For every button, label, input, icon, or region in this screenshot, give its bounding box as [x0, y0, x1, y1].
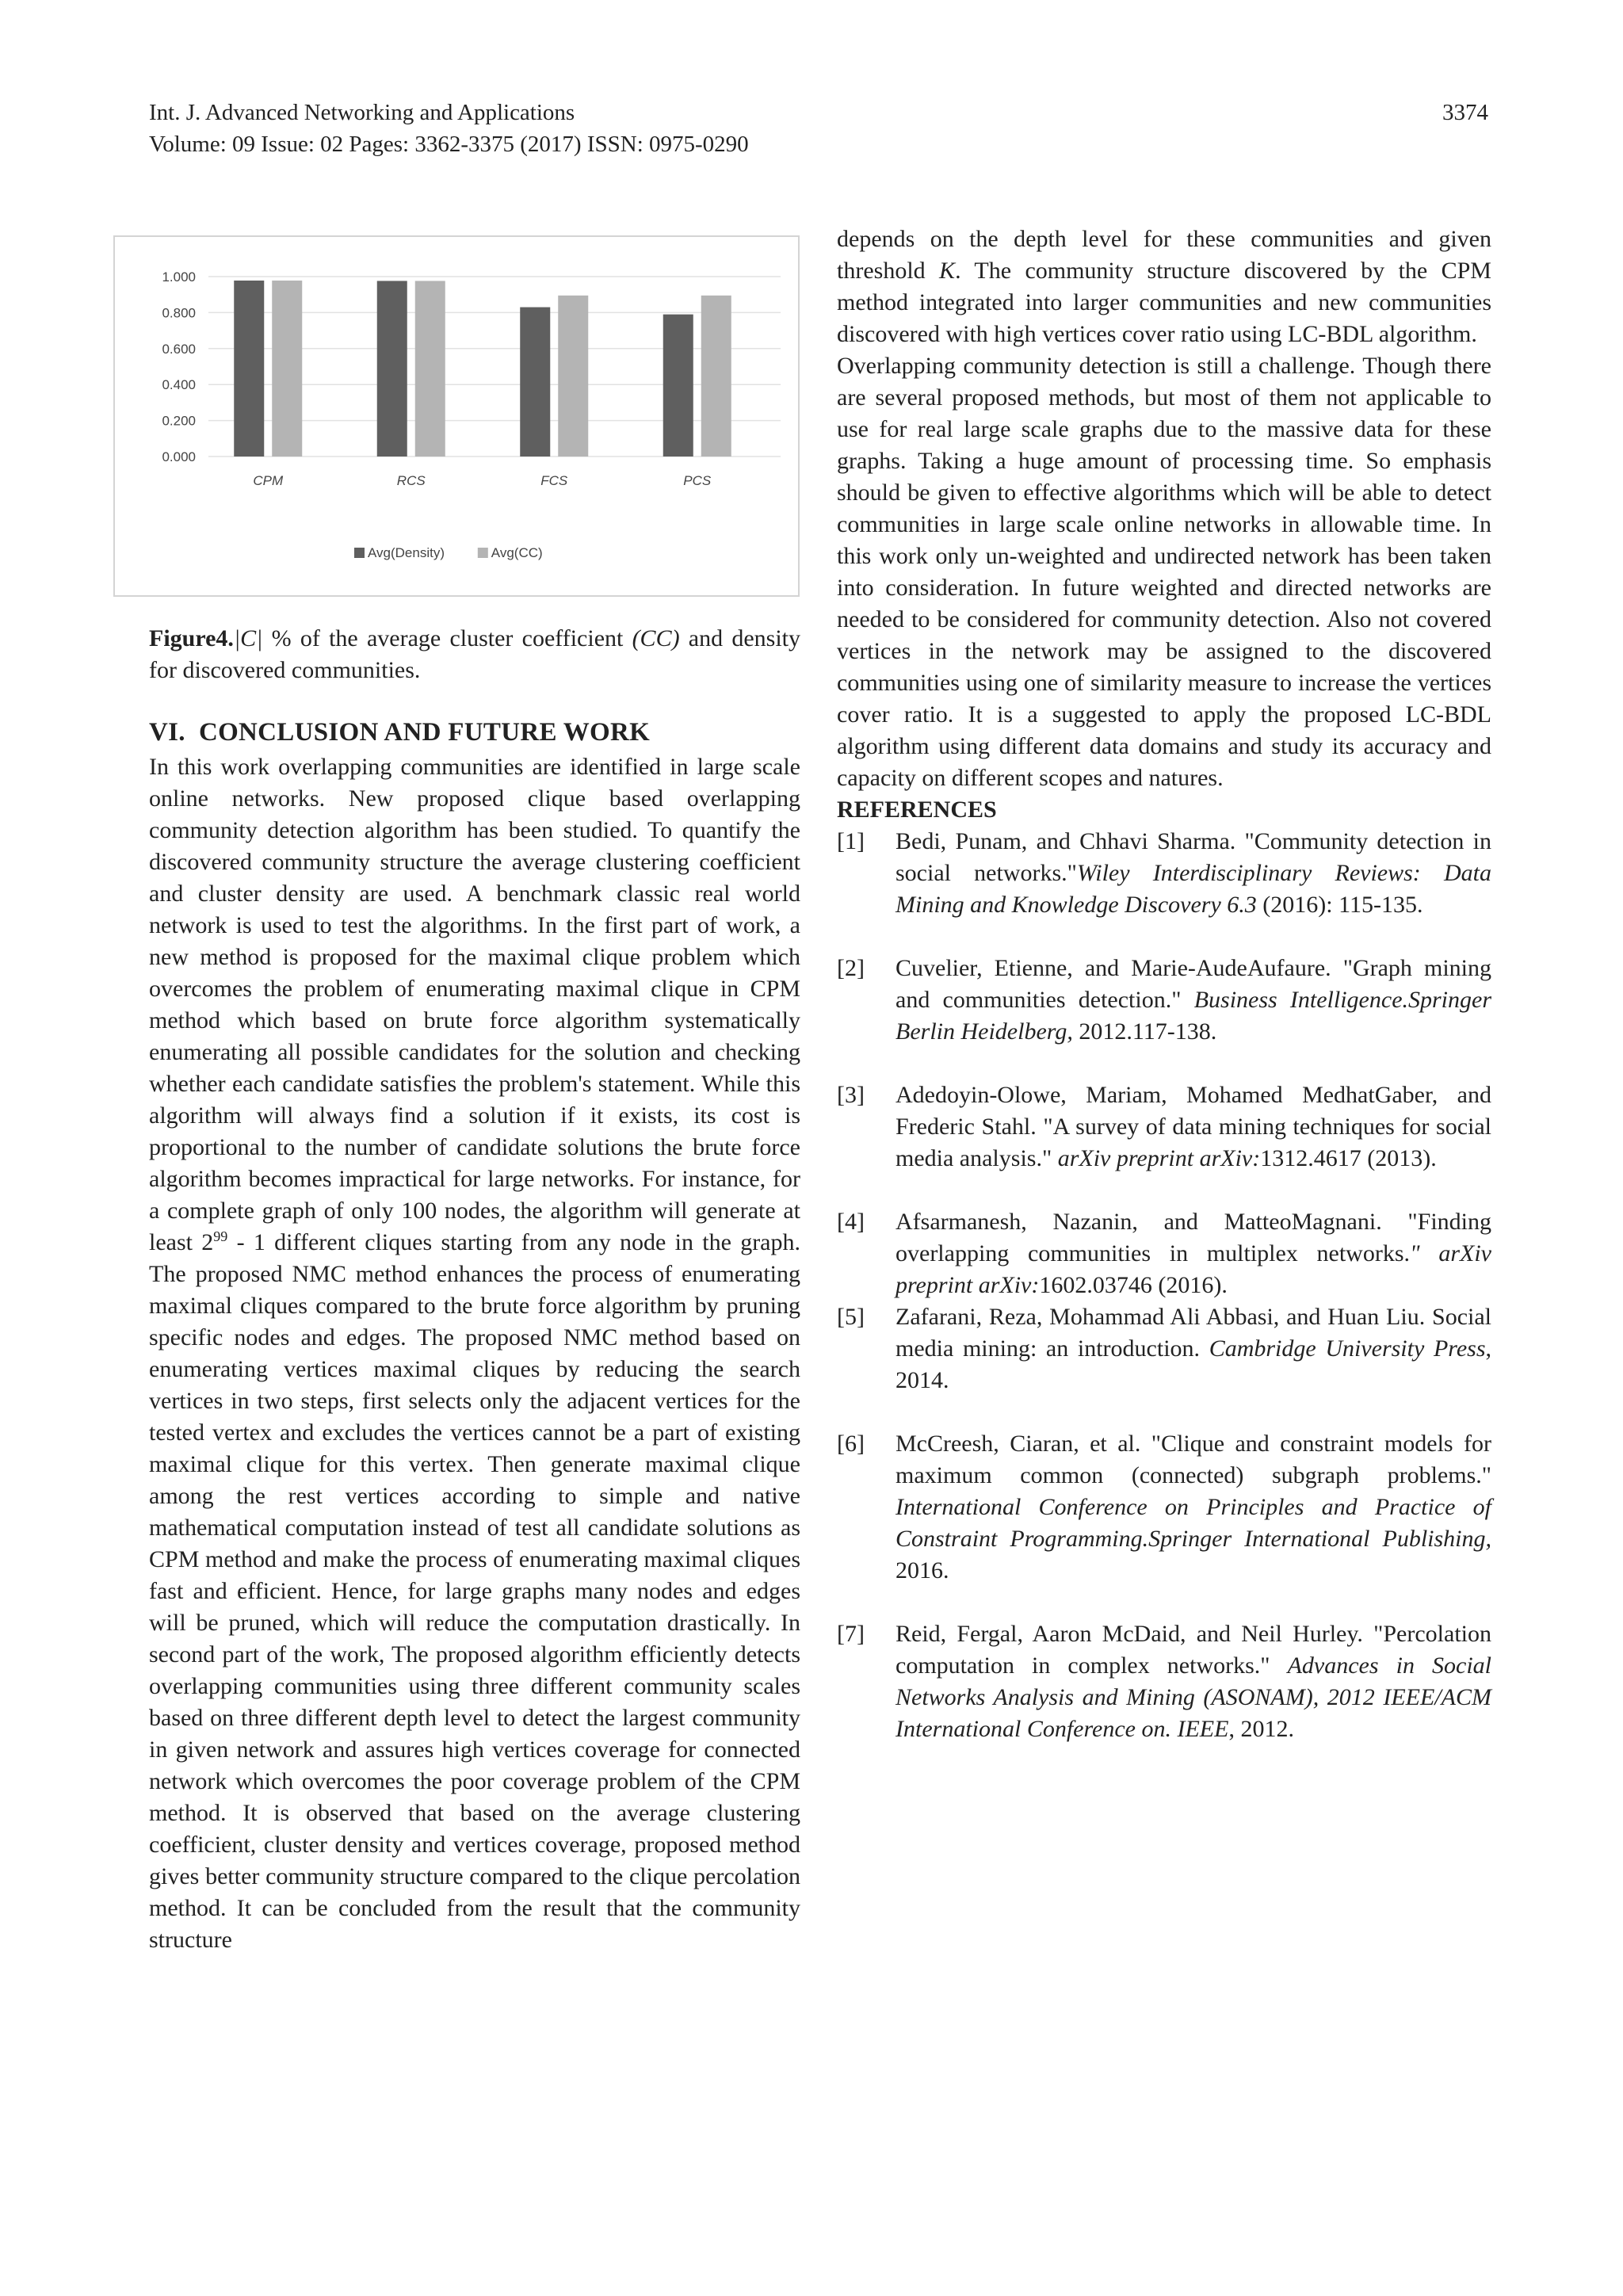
page-header	[149, 97, 1488, 160]
reference-text	[896, 1206, 1491, 1301]
reference-item	[837, 1301, 1491, 1396]
reference-list	[837, 826, 1491, 1745]
reference-number: [7]	[837, 1621, 865, 1647]
x-category-label: PCS	[683, 473, 712, 488]
y-tick-label: 0.200	[162, 413, 196, 429]
reference-number: [1]	[837, 828, 865, 854]
reference-authors-title: Reid, Fergal, Aaron McDaid, and Neil Hurley. "Percolation computation in complex networks."	[896, 1621, 1491, 1679]
reference-authors-title: Afsarmanesh, Nazanin, and MatteoMagnani. "Finding overlapping communities in multiplex networks.	[896, 1209, 1491, 1266]
reference-venue: arXiv preprint arXiv:	[1057, 1145, 1261, 1171]
reference-tail: 2012.117-138.	[1072, 1018, 1217, 1045]
bar-avgdensity-cpm	[234, 281, 264, 457]
right-column	[837, 223, 1491, 1777]
bar-avgdensity-pcs	[663, 315, 693, 457]
reference-venue: Wiley Interdisciplinary Reviews: Data Mining and Knowledge Discovery 6.3	[896, 860, 1491, 918]
conclusion-continuation	[837, 223, 1491, 350]
reference-authors-title: Adedoyin-Olowe, Mariam, Mohamed MedhatGaber, and Frederic Stahl. "A survey of data mining techniques for social media analysis."	[896, 1082, 1491, 1171]
legend-swatch	[478, 548, 488, 558]
reference-item	[837, 826, 1491, 921]
bar-avgdensity-fcs	[520, 308, 550, 457]
section-number: VI.	[149, 718, 185, 747]
bar-chart	[115, 237, 798, 595]
reference-number: [2]	[837, 955, 865, 981]
legend-label: Avg(CC)	[491, 545, 543, 560]
conclusion-left	[149, 751, 800, 1956]
reference-item	[837, 1079, 1491, 1175]
figure-caption	[149, 623, 800, 686]
y-tick-label: 0.600	[162, 341, 196, 357]
reference-venue: International Conference on Principles and Practice of Constraint Programming.Springer International Publishing,	[896, 1494, 1491, 1552]
caption-text-b: and density for discovered communities.	[149, 625, 800, 683]
bar-avgdensity-rcs	[377, 281, 407, 457]
reference-venue: Cambridge University Press	[1209, 1335, 1486, 1362]
reference-item	[837, 1618, 1491, 1745]
legend-swatch	[354, 548, 365, 558]
volume-line: Volume: 09 Issue: 02 Pages: 3362-3375 (2017) ISSN: 0975-0290	[149, 132, 749, 157]
bar-avgcc-fcs	[558, 296, 588, 457]
continuation-a: depends on the depth level for these communities and given threshold	[837, 226, 1491, 284]
reference-tail: 2016.	[896, 1557, 949, 1584]
reference-venue: Advances in Social Networks Analysis and Mining (ASONAM), 2012 IEEE/ACM International Conference on. IEEE	[896, 1652, 1491, 1742]
x-category-label: RCS	[396, 473, 426, 488]
legend-label: Avg(Density)	[368, 545, 445, 560]
figure4-chart	[113, 235, 800, 597]
reference-venue: " arXiv preprint arXiv:	[896, 1240, 1491, 1298]
reference-tail: , 2014.	[896, 1335, 1491, 1393]
section-heading	[149, 718, 650, 747]
figure-label: Figure4.	[149, 625, 234, 651]
bar-avgcc-cpm	[272, 281, 302, 457]
reference-authors-title: McCreesh, Ciaran, et al. "Clique and constraint models for maximum common (connected) subgraph problems."	[896, 1431, 1491, 1488]
reference-authors-title: Bedi, Punam, and Chhavi Sharma. "Community detection in social networks."	[896, 828, 1491, 886]
y-tick-label: 0.400	[162, 377, 196, 393]
exponent: 99	[213, 1228, 228, 1244]
future-work-paragraph: Overlapping community detection is still a challenge. Though there are several proposed methods, but most of them not applicable to use for real large scale graphs due to the massive data for these graphs. Taking a huge amount of processing time. So emphasis should be given to effective algorithms which will be able to detect communities in large scale online networks in allowable time. In this work only un-weighted and undirected network has been taken into consideration. In future weighted and directed networks are needed to be considered for community detection. Also not covered vertices in the network may be assigned to the discovered communities using one of similarity measure to increase the vertices cover ratio. It is a suggested to apply the proposed LC-BDL algorithm using different data domains and study its accuracy and capacity on different scopes and natures.	[837, 353, 1491, 791]
reference-text	[896, 1618, 1491, 1745]
page-number: 3374	[1442, 100, 1488, 125]
journal-title: Int. J. Advanced Networking and Applications	[149, 100, 575, 125]
caption-text-a: % of the average cluster coefficient	[262, 625, 632, 651]
reference-item	[837, 1206, 1491, 1301]
reference-text	[896, 1428, 1491, 1587]
conclusion-text-1: In this work overlapping communities are identified in large scale online networks. New proposed clique based overlapping community detection algorithm has been studied. To quantify the discovered community structure the average clustering coefficient and cluster density are used. A benchmark classic real world network is used to test the algorithms. In the first part of work, a new method is proposed for the maximal clique problem which overcomes the problem of enumerating maximal clique in CPM method which based on brute force algorithm systematically enumerating all possible candidates for the solution and checking whether each candidate satisfies the problem's statement. While this algorithm will always find a solution if it exists, its cost is proportional to the number of candidate solutions the brute force algorithm becomes impractical for large networks. For instance, for a complete graph of only 100 nodes, the algorithm will generate at least 2	[149, 754, 800, 1255]
y-tick-label: 0.000	[162, 449, 196, 464]
bar-avgcc-rcs	[415, 281, 445, 457]
y-tick-label: 0.800	[162, 305, 196, 321]
reference-text	[896, 1079, 1491, 1175]
reference-text	[896, 826, 1491, 921]
reference-number: [4]	[837, 1209, 865, 1235]
reference-text	[896, 1301, 1491, 1396]
x-category-label: CPM	[253, 473, 284, 488]
reference-tail: 1312.4617 (2013).	[1260, 1145, 1437, 1171]
section-title: CONCLUSION AND FUTURE WORK	[198, 718, 651, 747]
reference-item	[837, 953, 1491, 1048]
reference-authors-title: Zafarani, Reza, Mohammad Ali Abbasi, and Huan Liu. Social media mining: an introduction.	[896, 1304, 1491, 1362]
reference-number: [3]	[837, 1082, 865, 1108]
continuation-b: . The community structure discovered by the CPM method integrated into larger communities and new communities discovered with high vertices cover ratio using LC-BDL algorithm.	[837, 258, 1491, 347]
reference-tail: 1602.03746 (2016).	[1039, 1272, 1228, 1298]
reference-number: [5]	[837, 1304, 865, 1330]
reference-venue: Business Intelligence.Springer Berlin Heidelberg,	[896, 987, 1492, 1045]
bar-avgcc-pcs	[701, 296, 731, 457]
reference-tail: (2016): 115-135.	[1256, 892, 1423, 918]
x-category-label: FCS	[540, 473, 568, 488]
reference-item	[837, 1428, 1491, 1587]
caption-cc: (CC)	[632, 625, 680, 651]
y-tick-label: 1.000	[162, 269, 196, 285]
reference-tail: , 2012.	[1228, 1716, 1294, 1742]
reference-text	[896, 953, 1491, 1048]
threshold-symbol: K	[939, 258, 956, 284]
conclusion-text-2: - 1 different cliques starting from any node in the graph. The proposed NMC method enhances the process of enumerating maximal cliques compared to the brute force algorithm by pruning specific nodes and edges. The proposed NMC method based on enumerating vertices maximal cliques by reducing the search vertices in two steps, first selects only the adjacent vertices for the tested vertex and excludes the vertices cannot be a part of existing maximal clique for this vertex. Then generate maximal clique among the rest vertices according to simple and native mathematical computation instead of test all candidate solutions as CPM method and make the process of enumerating maximal cliques fast and efficient. Hence, for large graphs many nodes and edges will be pruned, which will reduce the computation drastically. In second part of the work, The proposed algorithm efficiently detects overlapping communities using three different community scales based on three different depth level to detect the largest community in given network and assures high vertices coverage for connected network which overcomes the poor coverage problem of the CPM method. It is observed that based on the average clustering coefficient, cluster density and vertices coverage, proposed method gives better community structure compared to the clique percolation method. It can be concluded from the result that the community structure	[149, 1229, 800, 1953]
reference-number: [6]	[837, 1431, 865, 1457]
conclusion-paragraph	[149, 751, 800, 1956]
reference-authors-title: Cuvelier, Etienne, and Marie-AudeAufaure. "Graph mining and communities detection."	[896, 955, 1491, 1013]
references-heading: REFERENCES	[837, 797, 997, 823]
cluster-symbol: |C|	[233, 625, 263, 651]
